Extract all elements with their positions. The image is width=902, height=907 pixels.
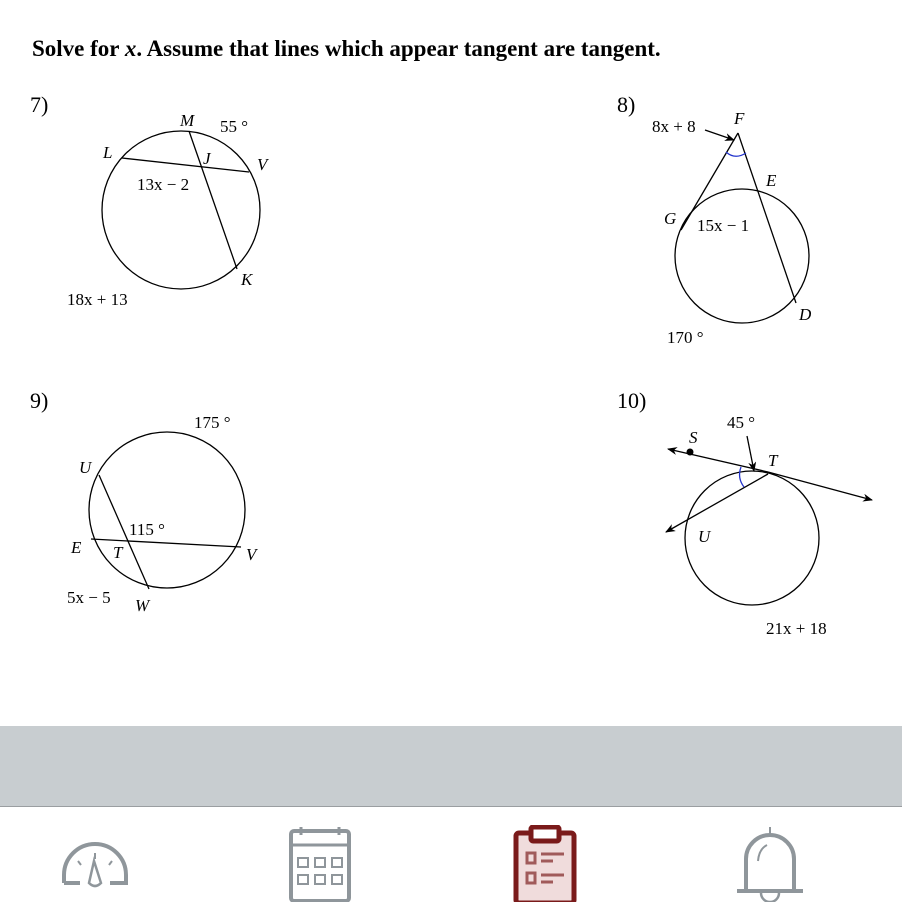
label-v: V (257, 155, 268, 174)
label-arc-ge: 15x − 1 (697, 216, 750, 235)
label-f: F (734, 109, 745, 128)
clipboard-list-icon (500, 825, 590, 902)
label-l: L (103, 143, 113, 162)
label-s: S (689, 428, 698, 447)
figure-9 (89, 432, 245, 589)
label-t9: T (113, 543, 123, 562)
point-s (687, 449, 694, 456)
label-g: G (664, 209, 677, 228)
label-arc-uv: 175 ° (194, 413, 231, 432)
tab-dashboard[interactable] (50, 825, 140, 902)
label-arc-mv: 55 ° (220, 117, 249, 136)
label-j: J (203, 149, 211, 168)
problem-8-number: 8) (617, 92, 636, 117)
label-v9: V (246, 545, 257, 564)
label-k: K (241, 270, 253, 289)
problem-9-number: 9) (30, 388, 49, 413)
label-t10: T (768, 451, 778, 470)
problem-7-number: 7) (30, 92, 49, 117)
label-angle-9: 115 ° (129, 520, 165, 539)
tab-bar (0, 807, 902, 902)
label-arc-tu: 21x + 18 (766, 619, 827, 638)
label-arc-fg: 8x + 8 (652, 117, 696, 136)
label-e: E (766, 171, 777, 190)
label-u10: U (698, 527, 711, 546)
label-d: D (799, 305, 812, 324)
label-arc-ew: 5x − 5 (67, 588, 111, 607)
label-angle-7: 13x − 2 (137, 175, 190, 194)
problem-10-number: 10) (617, 388, 647, 413)
label-arc-lk: 18x + 13 (67, 290, 128, 309)
tab-calendar[interactable] (275, 825, 365, 902)
label-u: U (79, 458, 92, 477)
label-e9: E (71, 538, 82, 557)
gray-band (0, 726, 902, 807)
dashboard-gauge-icon (50, 825, 140, 902)
label-m: M (180, 111, 195, 130)
instructions-prefix: Solve for (32, 36, 125, 61)
instructions-suffix: . Assume that lines which appear tangent are tangent. (136, 36, 661, 61)
bell-icon (725, 825, 815, 902)
figure-7 (102, 131, 260, 289)
label-w: W (135, 596, 150, 615)
calendar-icon (275, 825, 365, 902)
tab-notifications[interactable] (725, 825, 815, 902)
label-arc-gd: 170 ° (667, 328, 704, 347)
label-angle-10: 45 ° (727, 413, 756, 432)
tab-assignments[interactable] (500, 825, 590, 902)
instructions-var: x (124, 36, 137, 61)
